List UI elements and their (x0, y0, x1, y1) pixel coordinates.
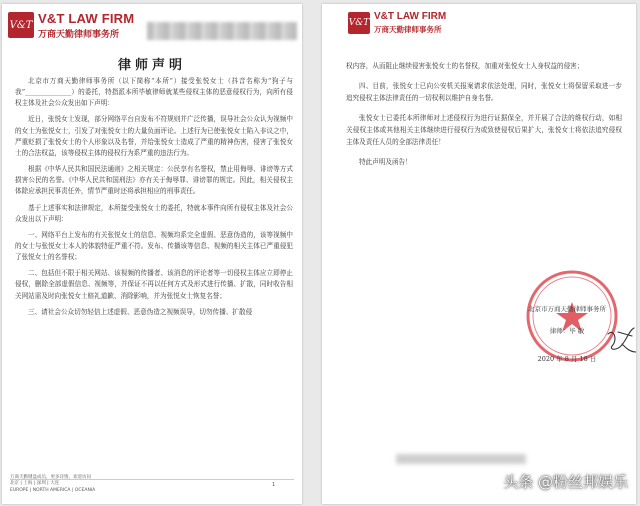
document-body-right (346, 60, 622, 176)
paragraph: 一、网络平台上发布的有关张悦女士的信息、视频均系完全虚假、恶意伪造的，该等视频中的女士与张悦女士本人的体貌特征严重不符。发布、传播该等信息、视频的相关主体已严重侵犯了张悦女士的名誉权； (15, 230, 293, 262)
paragraph: 二、包括但不限于相关网站、该视频的传播者、该消息的评论者等一切侵权主体应立即停止侵权，删除全部虚假信息、视频等，并保证不再以任何方式及形式进行传播、扩散，同时收告相关网站需及时向张悦女士赔礼道歉、消除影响，并为张悦女士恢复名誉； (15, 269, 293, 300)
firm-name-cn: 万商天勤律师事务所 (38, 30, 120, 40)
paragraph: 四、目前，张悦女士已向公安机关报案请求依法处理，同时，张悦女士将保留采取进一步追究侵权主体法律责任的一切权利以维护自身名誉。 (346, 82, 622, 102)
firm-name-cn: 万商天勤律师事务所 (374, 25, 442, 34)
statement-page-left (2, 4, 302, 504)
handwritten-signature-icon (604, 322, 636, 358)
redacted-region (396, 454, 526, 464)
document-body-left (15, 76, 293, 323)
paragraph: 基于上述事实和法律规定，本所接受张悦女士的委托，特就本事件向所有侵权主体及社会公众发出以下声明： (15, 203, 293, 223)
footer-offices (10, 475, 95, 495)
watermark-text: 头条 @粉丝邦娱乐 (503, 473, 628, 491)
signature-lawyer: 律师：毕 敏 (549, 327, 585, 335)
firm-name-en: V&T LAW FIRM (374, 11, 447, 22)
paragraph: 三、请社会公众切勿轻信上述虚假、恶意伪造之视频误导，切勿传播、扩散侵 (28, 307, 253, 316)
signature-date: 2020 年 8 月 18 日 (537, 355, 597, 363)
redacted-region (147, 22, 297, 40)
firm-logo (8, 12, 34, 38)
signature-firm: 北京市万商天勤律师事务所 (528, 305, 606, 313)
page-number: 1 (272, 482, 276, 488)
paragraph: 根据《中华人民共和国民法通则》之相关规定：公民享有名誉权，禁止用侮辱、诽谤等方式损害公民的名誉。《中华人民共和国刑法》亦有关于侮辱罪、诽谤罪的规定。因此，相关侵权主体除应承担民事责任外，情节严重时还将承担相应的刑事责任。 (15, 165, 293, 196)
paragraph: 张悦女士已委托本所律师对上述侵权行为进行证据保全，并开展了合法的维权行动，如相关侵权主体或其他相关主体继续进行侵权行为或致使侵权后果扩大，张悦女士将依法追究侵权主体及责任人员的全部法律责任！ (346, 114, 622, 146)
paragraph: 近日，张悦女士发现，部分网络平台自发布不符规则并广泛传播，误导社会公众认为视频中的女士为张悦女士，引发了对张悦女士的大量负面评论。上述行为已使张悦女士陷入非议之中，严重贬损了张悦女士的个人形象以及名誉，并给张悦女士造成了严重的精神伤害，侵害了张悦女士的合法权益，该等侵权主体的侵权行为系严重的违法行为。 (15, 115, 293, 157)
statement-page-right (322, 4, 636, 504)
firm-logo (348, 12, 370, 34)
footer-line: 北京 | 上海 | 深圳 | 大连 (10, 481, 60, 486)
paragraph: 北京市万商天勤律师事务所（以下简称“本所”）接受张悦女士（抖音名称为“狗子与我”______________）的委托，特指派本所毕敏律师就某些侵权主体的恶意侵权行为，向所有侵权主体及社会公众发出如下声明： (15, 77, 293, 108)
firm-name-en: V&T LAW FIRM (38, 11, 135, 26)
footer-line: EUROPE | NORTH AMERICA | OCEANIA (10, 487, 96, 493)
paragraph: 权内容，从而阻止继续侵害张悦女士的名誉权，加重对张悦女士人身权益的侵害； (346, 62, 584, 70)
paragraph: 特此声明及函告！ (359, 158, 412, 166)
footer-line: 万商天勤键盘成员，更多详情，欢迎访问 (10, 474, 91, 480)
firm-logo-monogram: V&T (9, 19, 33, 31)
document-title: 律师声明 (117, 58, 186, 73)
firm-logo-monogram: V&T (348, 18, 370, 28)
